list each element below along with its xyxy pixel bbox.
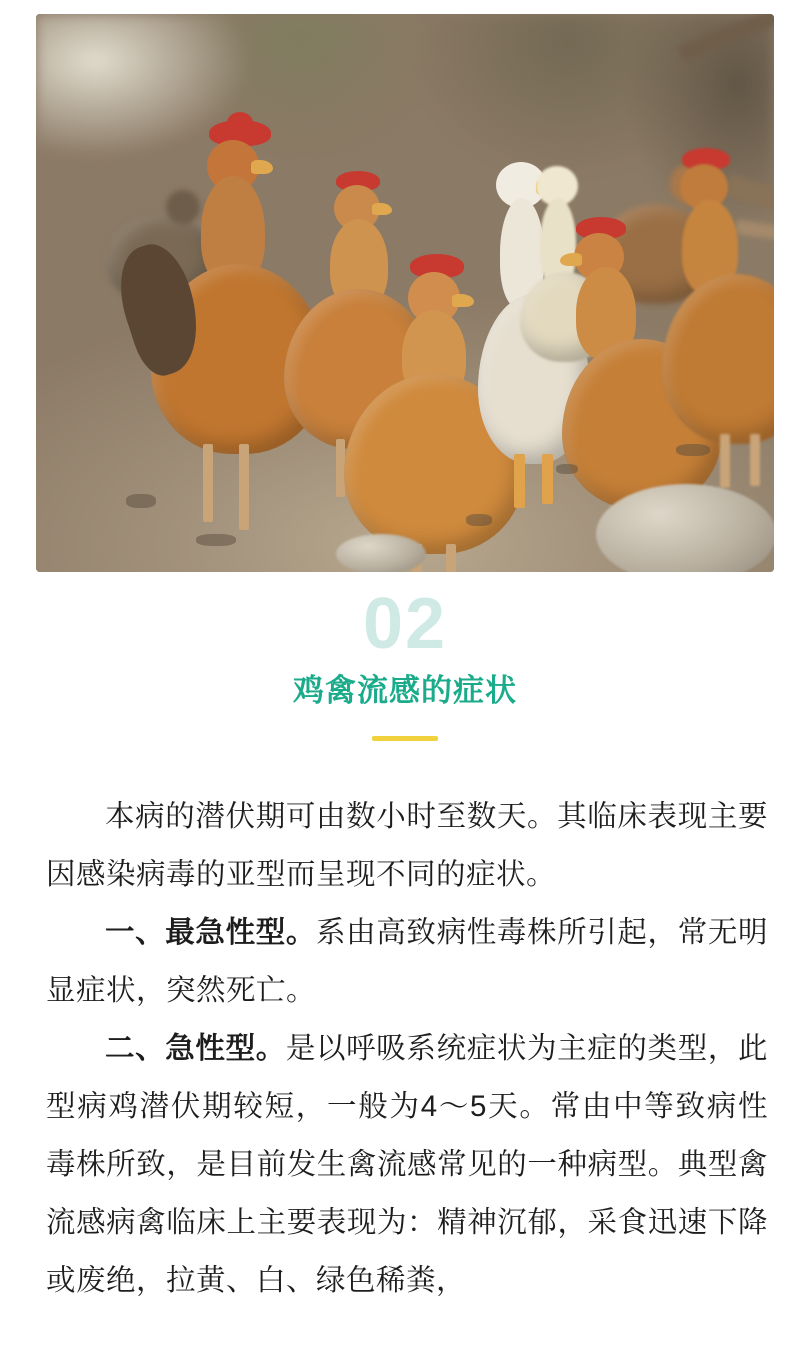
stone-icon <box>336 534 426 572</box>
chicken-rooster-right <box>646 144 774 474</box>
gravel-icon <box>556 464 578 474</box>
stone-icon <box>596 484 774 572</box>
gravel-icon <box>126 494 156 508</box>
gravel-icon <box>196 534 236 546</box>
paragraph-text: 本病的潜伏期可由数小时至数天。其临床表现主要因感染病毒的亚型而呈现不同的症状。 <box>46 800 768 891</box>
paragraph-text: 是以呼吸系统症状为主症的类型，此型病鸡潜伏期较短，一般为4～5天。常由中等致病性毒株所致，是目前发生禽流感常见的一种病型。典型禽流感病禽临床上主要表现为：精神沉郁，采食迅速下降或废绝，拉黄、白、绿色稀粪， <box>46 1032 768 1297</box>
paragraph-text: 系由高致病性毒株所引起，常无明显症状，突然死亡。 <box>46 916 768 1007</box>
gravel-icon <box>676 444 710 456</box>
section-title: 鸡禽流感的症状 <box>293 673 517 708</box>
paragraph-type-1 <box>46 904 768 1020</box>
article-body <box>46 788 768 1310</box>
section-number: 02 <box>362 584 448 664</box>
paragraph-lead-bold: 一、最急性型。 <box>105 916 316 949</box>
hero-image <box>36 14 774 572</box>
paragraph-lead-bold: 二、急性型。 <box>105 1032 286 1065</box>
title-underline-rule <box>372 736 438 741</box>
gravel-icon <box>466 514 492 526</box>
paragraph-type-2 <box>46 1020 768 1310</box>
paragraph-intro <box>46 788 768 904</box>
